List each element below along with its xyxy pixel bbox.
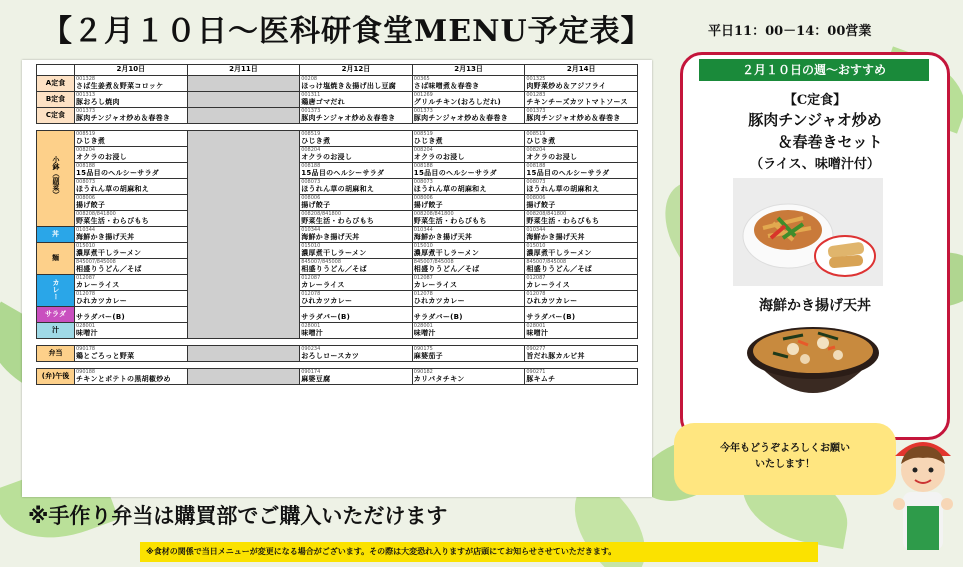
table-row — [37, 249, 638, 259]
header-corner — [37, 65, 75, 76]
table-row — [37, 169, 638, 179]
recommend-dish-extra: （ライス、味噌汁付） — [750, 157, 880, 172]
menu-item: ひじき煮 — [412, 137, 525, 147]
menu-item: 15品目のヘルシーサラダ — [412, 169, 525, 179]
greeting-bubble — [674, 423, 896, 495]
menu-item: 濃厚煮干しラーメン — [525, 249, 638, 259]
bento-note: ※手作り弁当は購買部でご購入いただけます — [28, 504, 448, 528]
menu-item: 濃厚煮干しラーメン — [75, 249, 188, 259]
item-code: 008208/841800 — [525, 211, 638, 218]
menu-item: ほうれん草の胡麻和え — [525, 185, 638, 195]
menu-item: チキンとポテトの黒胡椒炒め — [75, 375, 188, 385]
menu-item: グリルチキン(おろしだれ) — [412, 98, 525, 108]
menu-item: 相盛りうどん／そば — [75, 265, 188, 275]
menu-item: 相盛りうどん／そば — [300, 265, 413, 275]
item-code: 090234 — [300, 346, 413, 353]
item-code: 001311 — [300, 92, 413, 99]
menu-item: 野菜生活・わらびもち — [300, 217, 413, 227]
table-row — [37, 114, 638, 124]
item-code: 008073 — [525, 179, 638, 186]
menu-item: 濃厚煮干しラーメン — [300, 249, 413, 259]
item-code: 008519 — [525, 131, 638, 138]
item-code: 028001 — [300, 323, 413, 330]
menu-item: ほっけ塩焼き＆揚げ出し豆腐 — [300, 82, 413, 92]
menu-item: 旨だれ豚カルビ丼 — [525, 352, 638, 362]
menu-item: ほうれん草の胡麻和え — [412, 185, 525, 195]
table-row — [37, 297, 638, 307]
category-text: 汁 — [52, 326, 59, 334]
menu-item: ほうれん草の胡麻和え — [75, 185, 188, 195]
item-code: 090174 — [300, 369, 413, 376]
menu-item: 鶏とごろっと野菜 — [75, 352, 188, 362]
menu-item: 揚げ餃子 — [412, 201, 525, 211]
menu-item: 麻婆豆腐 — [300, 375, 413, 385]
item-code: 028001 — [412, 323, 525, 330]
item-code: 015010 — [75, 243, 188, 250]
date-header: 2月13日 — [412, 65, 525, 76]
item-code: 010344 — [412, 227, 525, 234]
table-row — [37, 124, 638, 131]
item-code: 028001 — [75, 323, 188, 330]
item-code: 028001 — [525, 323, 638, 330]
menu-item: 海鮮かき揚げ天丼 — [525, 233, 638, 243]
category-label: (弁)午後 — [37, 369, 75, 385]
item-code: 001328 — [75, 76, 188, 83]
menu-item: ひれカツカレー — [412, 297, 525, 307]
table-row — [37, 82, 638, 92]
table-row — [37, 313, 638, 323]
menu-item: サラダバー(B) — [75, 313, 188, 323]
category-label: A定食 — [37, 76, 75, 92]
menu-item: 味噌汁 — [75, 329, 188, 339]
menu-item: 濃厚煮干しラーメン — [412, 249, 525, 259]
spacer — [37, 124, 638, 131]
closed-cell — [187, 76, 300, 92]
recommend-heading: ２月１０日の週～おすすめ — [699, 59, 929, 81]
menu-item: 相盛りうどん／そば — [525, 265, 638, 275]
item-code: 001283 — [525, 92, 638, 99]
menu-item: オクラのお浸し — [525, 153, 638, 163]
category-label — [37, 323, 75, 339]
menu-item: オクラのお浸し — [300, 153, 413, 163]
menu-item: さば味噌煮＆春巻き — [412, 82, 525, 92]
table-row — [37, 217, 638, 227]
item-code: 015010 — [525, 243, 638, 250]
menu-item: 海鮮かき揚げ天丼 — [300, 233, 413, 243]
table-row — [37, 339, 638, 346]
category-label — [37, 131, 75, 227]
item-code: 845007/845008 — [525, 259, 638, 266]
item-code: 012087 — [75, 275, 188, 282]
recommend-panel — [680, 52, 950, 440]
menu-item: 野菜生活・わらびもち — [412, 217, 525, 227]
category-label: 弁当 — [37, 346, 75, 362]
item-code: 010344 — [525, 227, 638, 234]
table-row — [37, 265, 638, 275]
spacer — [37, 362, 638, 369]
item-code: 008188 — [412, 163, 525, 170]
item-code: 090188 — [75, 369, 188, 376]
menu-item: ひれカツカレー — [300, 297, 413, 307]
recommend-set-label: 【C定食】 — [783, 93, 847, 108]
item-code: 015010 — [300, 243, 413, 250]
item-code: 008208/841800 — [75, 211, 188, 218]
menu-item: 15品目のヘルシーサラダ — [300, 169, 413, 179]
item-code: 008006 — [525, 195, 638, 202]
page-title: 【２月１０日～医科研食堂MENU予定表】 — [42, 14, 652, 49]
menu-item: ひじき煮 — [300, 137, 413, 147]
spacer — [37, 339, 638, 346]
table-row — [37, 137, 638, 147]
menu-item: 味噌汁 — [300, 329, 413, 339]
item-code: 090175 — [412, 346, 525, 353]
menu-sheet — [22, 60, 652, 497]
menu-item: 豚肉チンジャオ炒め＆春巻き — [300, 114, 413, 124]
item-code: 012078 — [412, 291, 525, 298]
table-row — [37, 375, 638, 385]
item-code: 00365 — [412, 76, 525, 83]
item-code: 012078 — [525, 291, 638, 298]
menu-item: 鶏唐ゴマだれ — [300, 98, 413, 108]
menu-item: 豚おろし焼肉 — [75, 98, 188, 108]
item-code: 001373 — [525, 108, 638, 115]
category-label — [37, 227, 75, 243]
menu-item: ひれカツカレー — [525, 297, 638, 307]
table-row — [37, 281, 638, 291]
item-code: 008519 — [75, 131, 188, 138]
category-label: B定食 — [37, 92, 75, 108]
item-code: 008006 — [412, 195, 525, 202]
menu-item: ひじき煮 — [525, 137, 638, 147]
item-code: 012087 — [412, 275, 525, 282]
item-code: 090182 — [412, 369, 525, 376]
menu-item: チキンチーズカツトマトソース — [525, 98, 638, 108]
item-code: 008204 — [412, 147, 525, 154]
item-code: 008519 — [412, 131, 525, 138]
item-code: 008204 — [300, 147, 413, 154]
category-label — [37, 243, 75, 275]
menu-item: カレーライス — [75, 281, 188, 291]
closed-cell — [187, 108, 300, 124]
item-code: 001269 — [412, 92, 525, 99]
item-code: 001373 — [75, 108, 188, 115]
menu-table — [36, 64, 638, 385]
category-text: 麺 — [52, 254, 59, 262]
item-code: 008519 — [300, 131, 413, 138]
menu-item: 豚キムチ — [525, 375, 638, 385]
item-code: 008188 — [75, 163, 188, 170]
menu-item: 豚肉チンジャオ炒め＆春巻き — [412, 114, 525, 124]
menu-item: カリパタチキン — [412, 375, 525, 385]
menu-item: 味噌汁 — [412, 329, 525, 339]
menu-item: さば生姜煮＆野菜コロッケ — [75, 82, 188, 92]
closed-cell — [187, 92, 300, 108]
item-code: 008073 — [412, 179, 525, 186]
date-header: 2月12日 — [300, 65, 413, 76]
item-code: 00208 — [300, 76, 413, 83]
menu-item: 肉野菜炒め＆アジフライ — [525, 82, 638, 92]
item-code: 010344 — [300, 227, 413, 234]
item-code: 008188 — [525, 163, 638, 170]
table-row — [37, 352, 638, 362]
menu-item: サラダバー(B) — [300, 313, 413, 323]
item-code: 012078 — [75, 291, 188, 298]
category-label — [37, 307, 75, 323]
closed-cell — [187, 131, 300, 339]
menu-item: サラダバー(B) — [412, 313, 525, 323]
item-code: 001373 — [412, 108, 525, 115]
category-text: 小鉢（副菜） — [52, 156, 60, 198]
closed-cell — [187, 346, 300, 362]
category-text: カレー — [52, 278, 60, 300]
closed-cell — [187, 369, 300, 385]
business-hours: 平日11：00－14：00営業 — [708, 24, 872, 39]
menu-item: 野菜生活・わらびもち — [525, 217, 638, 227]
item-code: 010344 — [75, 227, 188, 234]
menu-item: おろしロースカツ — [300, 352, 413, 362]
date-header: 2月14日 — [525, 65, 638, 76]
tendon-photo — [743, 313, 883, 418]
item-code: 008006 — [300, 195, 413, 202]
category-label — [37, 275, 75, 307]
item-code: 015010 — [412, 243, 525, 250]
menu-item: 相盛りうどん／そば — [412, 265, 525, 275]
menu-item: 麻婆茄子 — [412, 352, 525, 362]
item-code: 845007/845008 — [75, 259, 188, 266]
item-code: 008006 — [75, 195, 188, 202]
category-text: 丼 — [52, 230, 59, 238]
item-code: 008073 — [75, 179, 188, 186]
item-code: 008188 — [300, 163, 413, 170]
menu-item: 味噌汁 — [525, 329, 638, 339]
chinjao-photo — [733, 178, 883, 286]
greeting-line-2: いたします！ — [755, 459, 815, 470]
item-code: 001313 — [75, 92, 188, 99]
greeting-line-1: 今年もどうぞよろしくお願い — [720, 443, 850, 454]
chef-illustration — [885, 428, 960, 563]
menu-item: ひれカツカレー — [75, 297, 188, 307]
item-code: 001373 — [300, 108, 413, 115]
menu-item: 揚げ餃子 — [75, 201, 188, 211]
item-code: 090277 — [525, 346, 638, 353]
item-code: 001325 — [525, 76, 638, 83]
item-code: 845007/845008 — [412, 259, 525, 266]
item-code: 012087 — [525, 275, 638, 282]
date-header: 2月10日 — [75, 65, 188, 76]
item-code: 845007/845008 — [300, 259, 413, 266]
table-row — [37, 362, 638, 369]
menu-item: 海鮮かき揚げ天丼 — [412, 233, 525, 243]
item-code: 090271 — [525, 369, 638, 376]
table-row — [37, 98, 638, 108]
table-row — [37, 185, 638, 195]
menu-item: 海鮮かき揚げ天丼 — [75, 233, 188, 243]
table-row — [37, 201, 638, 211]
category-label: C定食 — [37, 108, 75, 124]
item-code: 012078 — [300, 291, 413, 298]
menu-item: 15品目のヘルシーサラダ — [75, 169, 188, 179]
category-text: サラダ — [45, 310, 66, 318]
recommend-dish-name: 豚肉チンジャオ炒め — [748, 111, 882, 129]
menu-item: サラダバー(B) — [525, 313, 638, 323]
menu-item: 揚げ餃子 — [300, 201, 413, 211]
menu-item: オクラのお浸し — [412, 153, 525, 163]
item-code: 008204 — [75, 147, 188, 154]
menu-item: ひじき煮 — [75, 137, 188, 147]
menu-item: カレーライス — [300, 281, 413, 291]
item-code: 008208/841800 — [412, 211, 525, 218]
item-code: 008204 — [525, 147, 638, 154]
menu-item: 豚肉チンジャオ炒め＆春巻き — [525, 114, 638, 124]
menu-item: オクラのお浸し — [75, 153, 188, 163]
menu-item: 15品目のヘルシーサラダ — [525, 169, 638, 179]
change-notice: ※食材の関係で当日メニューが変更になる場合がございます。その際は大変恐れ入りますが店頭にてお知らせさせていただきます。 — [140, 542, 818, 562]
menu-item: カレーライス — [525, 281, 638, 291]
table-row — [37, 153, 638, 163]
table-row — [37, 329, 638, 339]
item-code: 090178 — [75, 346, 188, 353]
menu-item: ほうれん草の胡麻和え — [300, 185, 413, 195]
menu-item: 野菜生活・わらびもち — [75, 217, 188, 227]
table-row — [37, 233, 638, 243]
menu-item: 揚げ餃子 — [525, 201, 638, 211]
recommend-dish-sub: ＆春巻きセット — [777, 133, 883, 151]
menu-item: 豚肉チンジャオ炒め＆春巻き — [75, 114, 188, 124]
item-code: 012087 — [300, 275, 413, 282]
item-code: 008073 — [300, 179, 413, 186]
menu-item: カレーライス — [412, 281, 525, 291]
item-code: 008208/841800 — [300, 211, 413, 218]
date-header: 2月11日 — [187, 65, 300, 76]
recommend-dish2: 海鮮かき揚げ天丼 — [759, 298, 871, 314]
table-row — [37, 65, 638, 76]
